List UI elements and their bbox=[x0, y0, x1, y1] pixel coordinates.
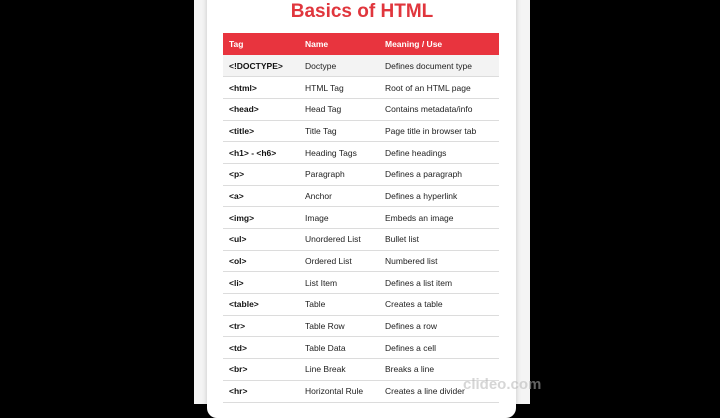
cell-name: Unordered List bbox=[305, 234, 361, 245]
cell-tag: <table> bbox=[229, 299, 259, 310]
cell-tag: <title> bbox=[229, 125, 255, 136]
cell-meaning: Defines a row bbox=[385, 321, 437, 332]
cell-tag: <img> bbox=[229, 212, 255, 223]
cell-tag: <!DOCTYPE> bbox=[229, 60, 283, 71]
cell-tag: <html> bbox=[229, 82, 257, 93]
table-row bbox=[223, 315, 499, 337]
table-row bbox=[223, 163, 499, 185]
table-row bbox=[223, 55, 499, 77]
table-row bbox=[223, 272, 499, 294]
cell-name: Ordered List bbox=[305, 256, 352, 267]
cell-tag: <h1> - <h6> bbox=[229, 147, 277, 158]
cell-meaning: Breaks a line bbox=[385, 364, 435, 375]
cell-name: Horizontal Rule bbox=[305, 386, 364, 397]
cell-tag: <tr> bbox=[229, 321, 246, 332]
cell-tag: <li> bbox=[229, 277, 244, 288]
header-meaning: Meaning / Use bbox=[385, 39, 443, 49]
cell-meaning: Embeds an image bbox=[385, 212, 454, 223]
page-title: Basics of HTML bbox=[290, 1, 434, 22]
cell-name: List Item bbox=[305, 277, 338, 288]
cell-meaning: Defines a cell bbox=[385, 342, 437, 353]
cell-meaning: Page title in browser tab bbox=[385, 125, 477, 136]
table-row bbox=[223, 250, 499, 272]
table-row bbox=[223, 120, 499, 142]
cell-meaning: Defines a paragraph bbox=[385, 169, 463, 180]
cell-name: Head Tag bbox=[305, 104, 342, 115]
cell-meaning: Creates a line divider bbox=[385, 386, 465, 397]
cell-name: Heading Tags bbox=[305, 147, 357, 158]
cell-meaning: Contains metadata/info bbox=[385, 104, 473, 115]
table-row bbox=[223, 185, 499, 207]
cell-name: Table bbox=[305, 299, 326, 310]
html-tags-table bbox=[223, 33, 499, 403]
cell-name: Doctype bbox=[305, 60, 337, 71]
cell-name: Title Tag bbox=[305, 125, 337, 136]
watermark: clideo.com bbox=[463, 376, 542, 393]
table-row bbox=[223, 337, 499, 359]
table-row bbox=[223, 207, 499, 229]
table-header-row bbox=[223, 33, 499, 55]
cell-name: Table Row bbox=[305, 321, 345, 332]
cell-meaning: Defines a hyperlink bbox=[385, 190, 458, 201]
cell-tag: <hr> bbox=[229, 386, 248, 397]
table-row bbox=[223, 142, 499, 164]
cell-meaning: Creates a table bbox=[385, 299, 443, 310]
cell-tag: <p> bbox=[229, 169, 245, 180]
cell-name: Paragraph bbox=[305, 169, 345, 180]
table-row bbox=[223, 359, 499, 381]
cell-name: Anchor bbox=[305, 190, 332, 201]
cell-meaning: Numbered list bbox=[385, 256, 438, 267]
table-row bbox=[223, 229, 499, 251]
cell-tag: <td> bbox=[229, 342, 247, 353]
cell-meaning: Define headings bbox=[385, 147, 447, 158]
cell-meaning: Bullet list bbox=[385, 234, 420, 245]
cell-name: Line Break bbox=[305, 364, 346, 375]
cell-name: Table Data bbox=[305, 342, 346, 353]
cell-tag: <ul> bbox=[229, 234, 247, 245]
cell-tag: <br> bbox=[229, 364, 248, 375]
table-row bbox=[223, 380, 499, 402]
cell-meaning: Defines a list item bbox=[385, 277, 453, 288]
cell-name: HTML Tag bbox=[305, 82, 344, 93]
cell-meaning: Root of an HTML page bbox=[385, 82, 471, 93]
cell-tag: <a> bbox=[229, 190, 244, 201]
cell-meaning: Defines document type bbox=[385, 60, 472, 71]
cell-name: Image bbox=[305, 212, 329, 223]
header-name: Name bbox=[305, 39, 329, 49]
cell-tag: <head> bbox=[229, 104, 259, 115]
cell-tag: <ol> bbox=[229, 256, 247, 267]
table-row bbox=[223, 77, 499, 99]
table-row bbox=[223, 98, 499, 120]
table-row bbox=[223, 294, 499, 316]
header-tag: Tag bbox=[229, 39, 244, 49]
